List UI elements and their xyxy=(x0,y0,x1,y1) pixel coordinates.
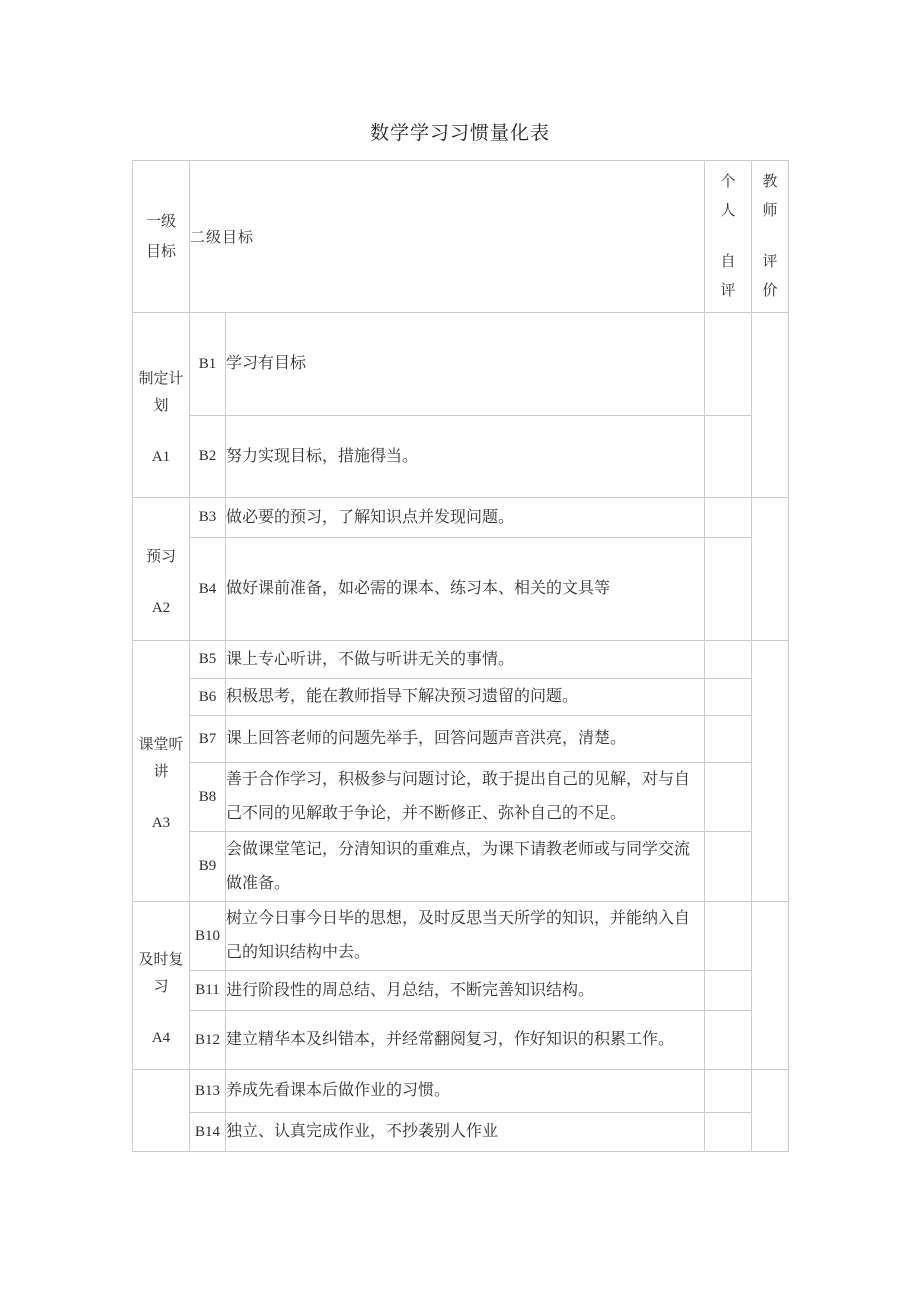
self-eval-cell xyxy=(705,416,752,498)
header-primary-line2: 目标 xyxy=(145,243,176,260)
group-cell-a2: 预习 A2 xyxy=(133,498,190,641)
table-row xyxy=(133,763,789,832)
header-primary-line1: 一级 xyxy=(145,213,176,230)
code-cell: B12 xyxy=(190,1011,226,1070)
table-row xyxy=(133,716,789,763)
code-cell: B6 xyxy=(190,679,226,716)
self-eval-cell xyxy=(705,538,752,641)
code-cell: B2 xyxy=(190,416,226,498)
group-code: A1 xyxy=(151,449,171,465)
self-eval-cell xyxy=(705,498,752,538)
self-eval-cell xyxy=(705,1011,752,1070)
table-row xyxy=(133,832,789,902)
group-cell-a3: 课堂听 讲 A3 xyxy=(133,641,190,902)
code-cell: B13 xyxy=(190,1070,226,1113)
table-row xyxy=(133,641,789,679)
header-secondary-objective: 二级目标 xyxy=(190,161,705,313)
table-row xyxy=(133,971,789,1011)
teacher-eval-cell xyxy=(752,498,789,641)
header-primary-objective xyxy=(133,161,190,313)
desc-cell: 课上专心听讲，不做与听讲无关的事情。 xyxy=(226,641,705,679)
self-eval-cell xyxy=(705,641,752,679)
desc-cell: 做必要的预习，了解知识点并发现问题。 xyxy=(226,498,705,538)
desc-cell: 树立今日事今日毕的思想，及时反思当天所学的知识，并能纳入自己的知识结构中去。 xyxy=(226,902,705,971)
self-eval-cell xyxy=(705,716,752,763)
teacher-eval-cell xyxy=(752,902,789,1070)
desc-cell: 努力实现目标，措施得当。 xyxy=(226,416,705,498)
self-eval-cell xyxy=(705,1070,752,1113)
desc-cell: 建立精华本及纠错本，并经常翻阅复习，作好知识的积累工作。 xyxy=(226,1011,705,1070)
code-cell: B4 xyxy=(190,538,226,641)
page-title: 数学学习习惯量化表 xyxy=(369,123,550,144)
group-cell-a1: 制定计 划 A1 xyxy=(133,313,190,498)
header-row xyxy=(133,161,789,313)
desc-cell: 积极思考，能在教师指导下解决预习遗留的问题。 xyxy=(226,679,705,716)
group-code: A3 xyxy=(151,815,171,831)
table-row xyxy=(133,902,789,971)
group-cell-a4: 及时复 习 A4 xyxy=(133,902,190,1070)
group-code: A4 xyxy=(151,1029,171,1046)
code-cell: B10 xyxy=(190,902,226,971)
table-row xyxy=(133,1011,789,1070)
self-eval-cell xyxy=(705,679,752,716)
self-eval-cell xyxy=(705,832,752,902)
code-cell: B8 xyxy=(190,763,226,832)
self-eval-cell xyxy=(705,763,752,832)
table-row xyxy=(133,313,789,416)
header-teacher-eval: 教 师 评 价 xyxy=(752,161,789,313)
group-cell-empty xyxy=(133,1070,190,1152)
code-cell: B14 xyxy=(190,1113,226,1152)
table-row xyxy=(133,498,789,538)
teacher-eval-cell xyxy=(752,313,789,498)
code-cell: B5 xyxy=(190,641,226,679)
teacher-eval-cell xyxy=(752,1070,789,1152)
self-eval-cell xyxy=(705,902,752,971)
group-code: A2 xyxy=(151,599,171,616)
self-eval-cell xyxy=(705,313,752,416)
self-eval-cell xyxy=(705,971,752,1011)
table-row xyxy=(133,679,789,716)
desc-cell: 做好课前准备，如必需的课本、练习本、相关的文具等 xyxy=(226,538,705,641)
code-cell: B3 xyxy=(190,498,226,538)
header-self-eval: 个 人 自 评 xyxy=(705,161,752,313)
table-row xyxy=(133,538,789,641)
table-row xyxy=(133,1070,789,1113)
code-cell: B7 xyxy=(190,716,226,763)
table-row xyxy=(133,1113,789,1152)
desc-cell: 进行阶段性的周总结、月总结，不断完善知识结构。 xyxy=(226,971,705,1011)
self-eval-cell xyxy=(705,1113,752,1152)
table-row xyxy=(133,416,789,498)
code-cell: B1 xyxy=(190,313,226,416)
habits-table xyxy=(132,160,789,1152)
code-cell: B11 xyxy=(190,971,226,1011)
desc-cell: 会做课堂笔记，分清知识的重难点，为课下请教老师或与同学交流做准备。 xyxy=(226,832,705,902)
code-cell: B9 xyxy=(190,832,226,902)
desc-cell: 独立、认真完成作业，不抄袭别人作业 xyxy=(226,1113,705,1152)
desc-cell: 养成先看课本后做作业的习惯。 xyxy=(226,1070,705,1113)
desc-cell: 学习有目标 xyxy=(226,313,705,416)
desc-cell: 课上回答老师的问题先举手，回答问题声音洪亮，清楚。 xyxy=(226,716,705,763)
desc-cell: 善于合作学习，积极参与问题讨论，敢于提出自己的见解，对与自己不同的见解敢于争论，并不断修正、弥补自己的不足。 xyxy=(226,763,705,832)
teacher-eval-cell xyxy=(752,641,789,902)
